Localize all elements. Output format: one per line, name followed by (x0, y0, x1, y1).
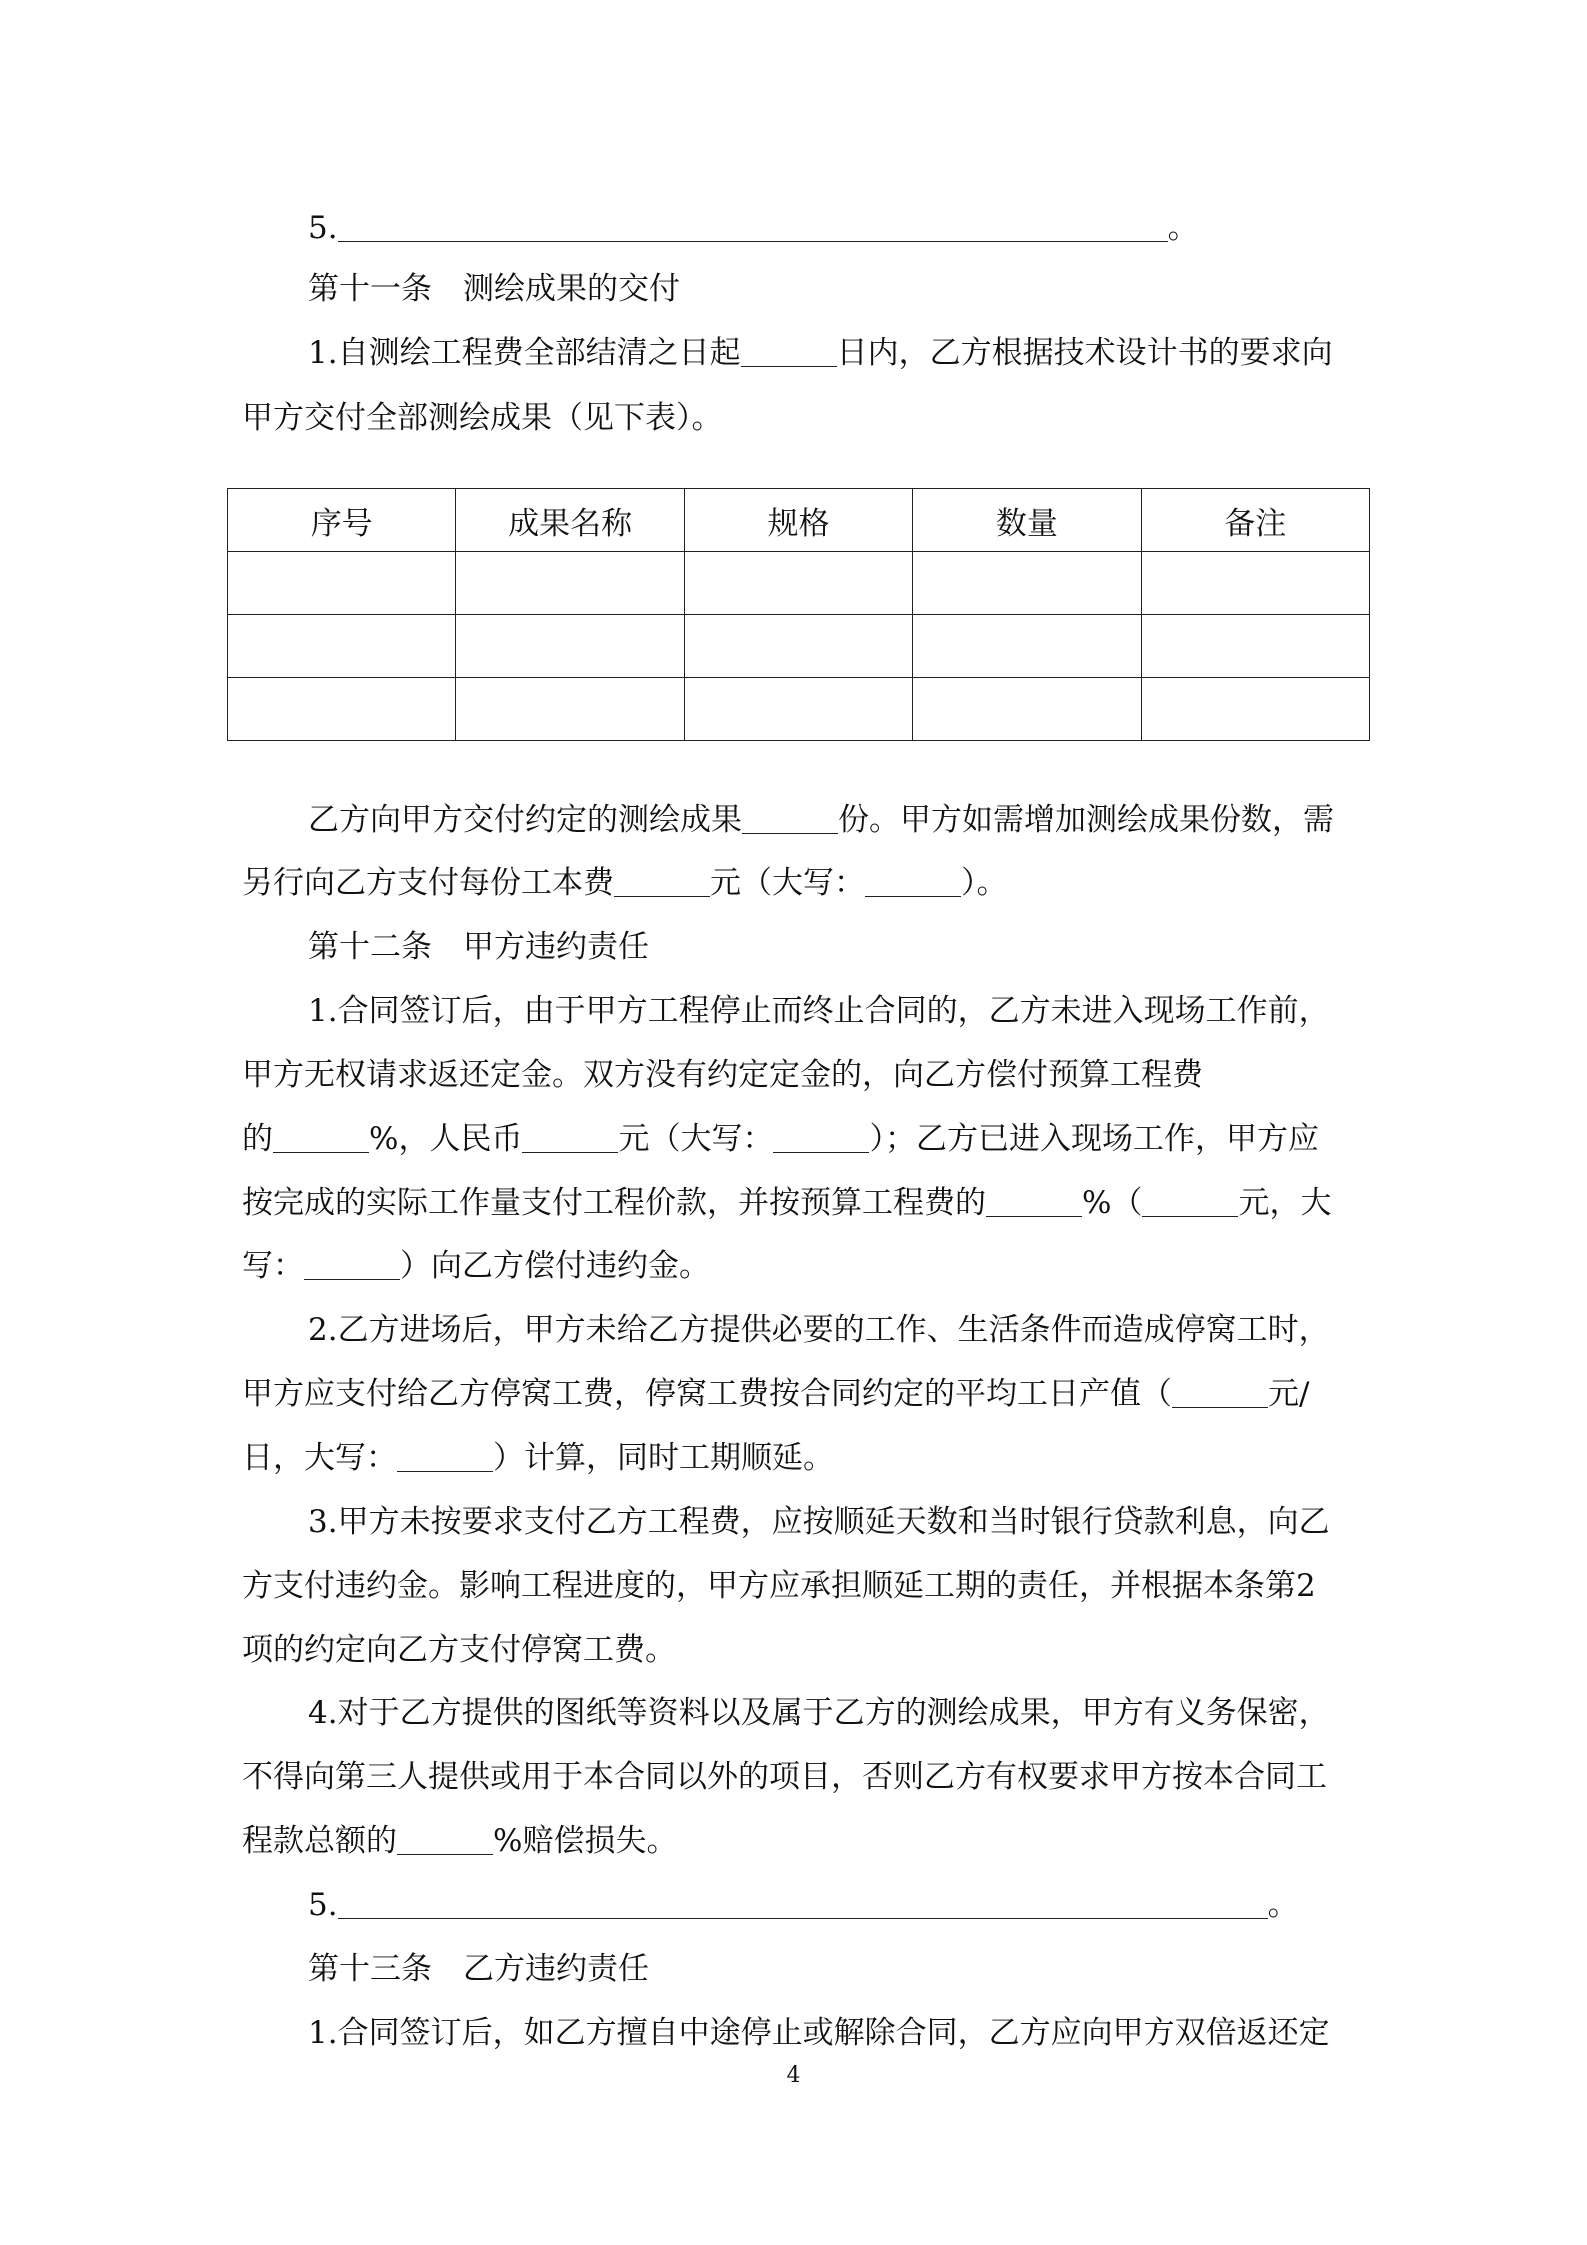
text-line (242, 1757, 1327, 1797)
text-segment: %，人民币 (369, 1121, 523, 1157)
table-header-row (228, 489, 1370, 552)
text-line (242, 1183, 1331, 1223)
text-segment: ）；乙方已进入现场工作，甲方应 (869, 1121, 1319, 1157)
text-segment: 乙方向甲方交付约定的测绘成果 (308, 802, 742, 838)
table-row (228, 678, 1370, 741)
text-segment: 的 (242, 1121, 273, 1157)
text-line (308, 2013, 1330, 2053)
text-line (308, 1502, 1330, 1542)
text-line (308, 1693, 1330, 1733)
fill-in-blank (522, 1122, 618, 1153)
table-cell (228, 552, 456, 615)
table-cell (228, 615, 456, 678)
fill-in-blank (865, 866, 961, 897)
text-segment: 按完成的实际工作量支付工程价款，并按预算工程费的 (242, 1185, 986, 1221)
fill-in-blank (742, 803, 838, 834)
text-segment: %赔偿损失。 (493, 1823, 678, 1859)
text-line (242, 1438, 834, 1478)
page-number: 4 (786, 2063, 801, 2088)
text-segment: 程款总额的 (242, 1823, 397, 1859)
text-line (308, 1885, 1299, 1925)
table-cell (1141, 678, 1369, 741)
fill-in-blank (741, 336, 837, 367)
text-segment: 5. (308, 210, 338, 246)
fill-in-blank (338, 1888, 1268, 1919)
table-cell (456, 678, 684, 741)
header-cell-remarks: 备注 (1141, 489, 1369, 552)
text-line (242, 1055, 1203, 1095)
text-segment: 1.合同签订后，如乙方擅自中途停止或解除合同，乙方应向甲方双倍返还定 (308, 2015, 1330, 2051)
text-line (242, 1119, 1319, 1159)
fill-in-blank (1142, 1186, 1238, 1217)
text-segment: 元/ (1268, 1376, 1310, 1412)
table-cell (228, 678, 456, 741)
text-line (242, 398, 723, 438)
table-cell (684, 552, 912, 615)
header-cell-index: 序号 (228, 489, 456, 552)
table-cell (913, 615, 1141, 678)
text-segment: 日内，乙方根据技术设计书的要求向 (836, 335, 1333, 371)
text-segment: 5. (308, 1887, 338, 1923)
table-row (228, 615, 1370, 678)
table-cell (1141, 615, 1369, 678)
text-segment: 方支付违约金。影响工程进度的，甲方应承担顺延工期的责任，并根据本条第2 (242, 1568, 1316, 1604)
text-segment: %（ (1082, 1185, 1143, 1221)
text-segment: 写： (242, 1248, 304, 1284)
fill-in-blank (773, 1122, 869, 1153)
text-segment: 3.甲方未按要求支付乙方工程费，应按顺延天数和当时银行贷款利息，向乙 (308, 1504, 1330, 1540)
text-line (308, 208, 1199, 248)
text-segment: 甲方应支付给乙方停窝工费，停窝工费按合同约定的平均工日产值（ (242, 1376, 1172, 1412)
text-segment: ）。 (961, 865, 1008, 901)
header-cell-spec: 规格 (684, 489, 912, 552)
text-line (308, 927, 649, 967)
text-segment: 甲方交付全部测绘成果（见下表）。 (242, 400, 723, 436)
fill-in-blank (304, 1249, 400, 1280)
table-cell (456, 615, 684, 678)
text-line (308, 800, 1334, 840)
text-line (242, 1374, 1309, 1414)
text-segment: 。 (1167, 210, 1199, 246)
fill-in-blank (397, 1441, 493, 1472)
text-segment: 。 (1267, 1887, 1299, 1923)
fill-in-blank (1172, 1377, 1268, 1408)
text-line (242, 1630, 676, 1670)
text-segment: 元，大 (1238, 1185, 1332, 1221)
text-segment: 元（大写： (618, 1121, 774, 1157)
text-segment: 1.自测绘工程费全部结清之日起 (308, 335, 741, 371)
text-segment: 1.合同签订后，由于甲方工程停止而终止合同的，乙方未进入现场工作前， (308, 993, 1330, 1029)
text-segment: 第十三条 乙方违约责任 (308, 1951, 649, 1987)
text-segment: 另行向乙方支付每份工本费 (242, 865, 614, 901)
text-segment: 元（大写： (710, 865, 865, 901)
header-cell-name: 成果名称 (456, 489, 684, 552)
text-segment: 第十二条 甲方违约责任 (308, 929, 649, 965)
text-segment: 份。甲方如需增加测绘成果份数，需 (838, 802, 1334, 838)
table-cell (913, 678, 1141, 741)
text-line (308, 991, 1330, 1031)
text-segment: ）计算，同时工期顺延。 (493, 1440, 834, 1476)
table-cell (684, 615, 912, 678)
text-segment: 不得向第三人提供或用于本合同以外的项目，否则乙方有权要求甲方按本合同工 (242, 1759, 1327, 1795)
text-segment: 甲方无权请求返还定金。双方没有约定定金的，向乙方偿付预算工程费 (242, 1057, 1203, 1093)
table-cell (1141, 552, 1369, 615)
table-cell (913, 552, 1141, 615)
table-cell (684, 678, 912, 741)
text-line (242, 1246, 710, 1286)
fill-in-blank (986, 1186, 1082, 1217)
text-line (242, 1566, 1316, 1606)
text-line (242, 1821, 677, 1861)
fill-in-blank (397, 1824, 493, 1855)
fill-in-blank (273, 1122, 369, 1153)
header-cell-quantity: 数量 (913, 489, 1141, 552)
table-row (228, 552, 1370, 615)
fill-in-blank (614, 866, 710, 897)
text-segment: 2.乙方进场后，甲方未给乙方提供必要的工作、生活条件而造成停窝工时， (308, 1312, 1330, 1348)
text-line (308, 333, 1333, 373)
text-segment: 第十一条 测绘成果的交付 (308, 271, 680, 307)
text-line (308, 1310, 1330, 1350)
table-cell (456, 552, 684, 615)
fill-in-blank (338, 211, 1168, 242)
text-line (308, 269, 680, 309)
text-line (242, 863, 1008, 903)
text-segment: 项的约定向乙方支付停窝工费。 (242, 1632, 676, 1668)
text-segment: ）向乙方偿付违约金。 (400, 1248, 710, 1284)
deliverables-table (227, 488, 1370, 741)
text-segment: 日，大写： (242, 1440, 397, 1476)
text-segment: 4.对于乙方提供的图纸等资料以及属于乙方的测绘成果，甲方有义务保密， (308, 1695, 1330, 1731)
text-line (308, 1949, 649, 1989)
